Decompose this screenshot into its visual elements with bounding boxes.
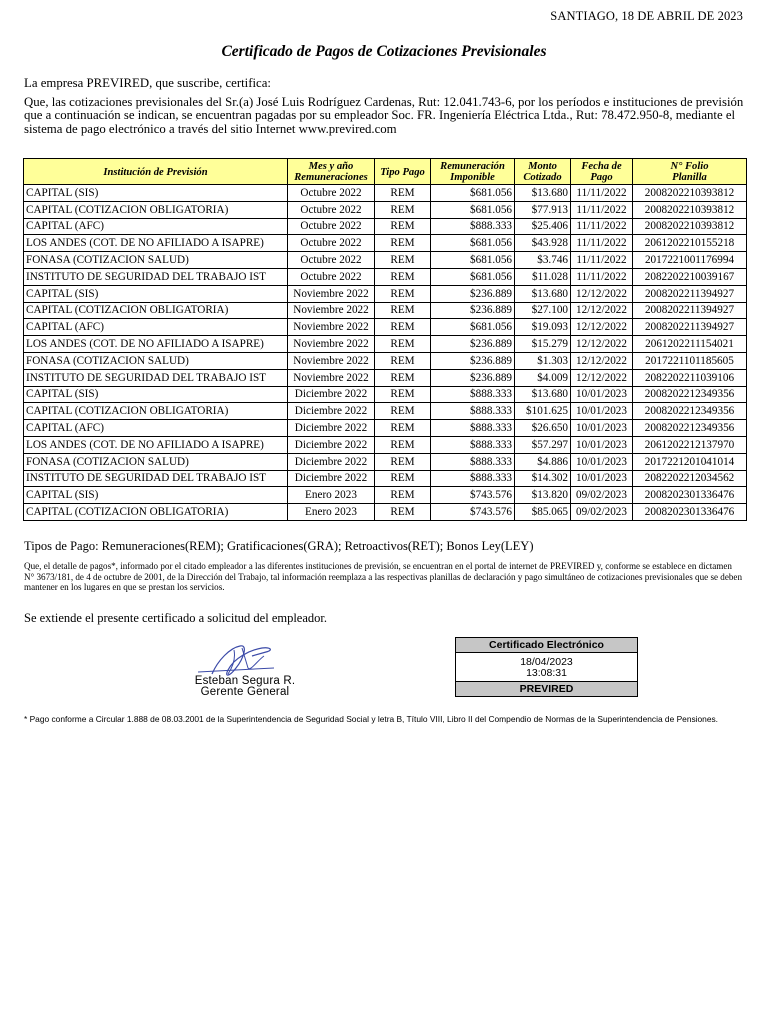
cell-fecha: 09/02/2023 <box>571 487 633 504</box>
cell-institucion: CAPITAL (AFC) <box>24 420 288 437</box>
cell-monto: $4.009 <box>515 369 571 386</box>
cell-mes: Octubre 2022 <box>288 252 375 269</box>
cell-folio: 2008202210393812 <box>633 201 747 218</box>
cell-monto: $19.093 <box>515 319 571 336</box>
cell-institucion: CAPITAL (SIS) <box>24 386 288 403</box>
cell-monto: $26.650 <box>515 420 571 437</box>
cell-institucion: CAPITAL (COTIZACION OBLIGATORIA) <box>24 302 288 319</box>
cell-mes: Noviembre 2022 <box>288 369 375 386</box>
header-remuneracion: Remuneración Imponible <box>431 159 515 185</box>
cell-fecha: 10/01/2023 <box>571 386 633 403</box>
cell-mes: Noviembre 2022 <box>288 336 375 353</box>
cell-monto: $101.625 <box>515 403 571 420</box>
cell-institucion: CAPITAL (AFC) <box>24 218 288 235</box>
cell-folio: 2008202211394927 <box>633 302 747 319</box>
cell-fecha: 11/11/2022 <box>571 252 633 269</box>
cell-monto: $13.680 <box>515 386 571 403</box>
document-date: SANTIAGO, 18 DE ABRIL DE 2023 <box>550 9 743 23</box>
cell-fecha: 12/12/2022 <box>571 369 633 386</box>
cell-tipo: REM <box>375 252 431 269</box>
cell-tipo: REM <box>375 201 431 218</box>
cell-mes: Octubre 2022 <box>288 201 375 218</box>
cell-fecha: 10/01/2023 <box>571 453 633 470</box>
header-folio: N° Folio Planilla <box>633 159 747 185</box>
certificate-time: 13:08:31 <box>526 667 567 679</box>
cell-remuneracion: $888.333 <box>431 436 515 453</box>
cell-fecha: 11/11/2022 <box>571 235 633 252</box>
cell-institucion: INSTITUTO DE SEGURIDAD DEL TRABAJO IST <box>24 268 288 285</box>
document-title: Certificado de Pagos de Cotizaciones Previsionales <box>221 43 547 60</box>
cell-monto: $77.913 <box>515 201 571 218</box>
table-row <box>24 403 747 420</box>
cell-institucion: CAPITAL (COTIZACION OBLIGATORIA) <box>24 403 288 420</box>
cell-folio: 2061202212137970 <box>633 436 747 453</box>
cell-monto: $14.302 <box>515 470 571 487</box>
certificate-date: 18/04/2023 <box>520 656 573 668</box>
cell-remuneracion: $236.889 <box>431 336 515 353</box>
cell-tipo: REM <box>375 319 431 336</box>
cell-institucion: LOS ANDES (COT. DE NO AFILIADO A ISAPRE) <box>24 235 288 252</box>
table-row <box>24 302 747 319</box>
cell-folio: 2008202211394927 <box>633 285 747 302</box>
cell-folio: 2017221201041014 <box>633 453 747 470</box>
header-monto: Monto Cotizado <box>515 159 571 185</box>
table-row <box>24 487 747 504</box>
cell-folio: 2082202212034562 <box>633 470 747 487</box>
cell-institucion: CAPITAL (SIS) <box>24 185 288 202</box>
cell-mes: Diciembre 2022 <box>288 420 375 437</box>
table-row <box>24 386 747 403</box>
table-row <box>24 252 747 269</box>
table-row <box>24 336 747 353</box>
cell-institucion: INSTITUTO DE SEGURIDAD DEL TRABAJO IST <box>24 470 288 487</box>
cell-tipo: REM <box>375 352 431 369</box>
cell-fecha: 11/11/2022 <box>571 201 633 218</box>
cell-remuneracion: $888.333 <box>431 218 515 235</box>
cell-remuneracion: $681.056 <box>431 201 515 218</box>
cell-folio: 2082202210039167 <box>633 268 747 285</box>
cell-monto: $11.028 <box>515 268 571 285</box>
tipos-pago: Tipos de Pago: Remuneraciones(REM); Gratificaciones(GRA); Retroactivos(RET); Bonos Ley(LEY) <box>24 539 534 553</box>
table-row <box>24 369 747 386</box>
cell-remuneracion: $888.333 <box>431 453 515 470</box>
cell-remuneracion: $681.056 <box>431 319 515 336</box>
table-row <box>24 436 747 453</box>
cell-monto: $4.886 <box>515 453 571 470</box>
cell-monto: $43.928 <box>515 235 571 252</box>
cell-remuneracion: $888.333 <box>431 386 515 403</box>
cell-folio: 2008202211394927 <box>633 319 747 336</box>
cell-folio: 2008202212349356 <box>633 386 747 403</box>
cell-mes: Enero 2023 <box>288 487 375 504</box>
cell-institucion: FONASA (COTIZACION SALUD) <box>24 352 288 369</box>
cell-remuneracion: $236.889 <box>431 302 515 319</box>
cell-mes: Octubre 2022 <box>288 185 375 202</box>
table-row <box>24 319 747 336</box>
extend-text: Se extiende el presente certificado a solicitud del empleador. <box>24 611 328 625</box>
cell-remuneracion: $888.333 <box>431 403 515 420</box>
cell-fecha: 11/11/2022 <box>571 185 633 202</box>
cell-remuneracion: $743.576 <box>431 487 515 504</box>
payments-table <box>23 158 747 521</box>
table-row <box>24 185 747 202</box>
cell-institucion: CAPITAL (SIS) <box>24 285 288 302</box>
cell-remuneracion: $236.889 <box>431 352 515 369</box>
cell-tipo: REM <box>375 504 431 521</box>
cell-fecha: 09/02/2023 <box>571 504 633 521</box>
cell-mes: Diciembre 2022 <box>288 453 375 470</box>
cell-mes: Diciembre 2022 <box>288 386 375 403</box>
cell-fecha: 11/11/2022 <box>571 268 633 285</box>
intro-line-2: Que, las cotizaciones previsionales del Sr.(a) José Luis Rodríguez Cardenas, Rut: 12.041.743-6, por los períodos e instituciones de previsión que a continuación se indican, se encuentran pagadas por su empleador Soc. FR. Ingeniería Eléctrica Ltda., Rut: 78.472.950-8, mediante el sistema de pago electrónico a través del sitio Internet www.previred.com <box>24 95 744 136</box>
cell-folio: 2017221001176994 <box>633 252 747 269</box>
table-header-row <box>24 159 747 185</box>
cell-remuneracion: $888.333 <box>431 420 515 437</box>
table-row <box>24 420 747 437</box>
cell-fecha: 12/12/2022 <box>571 319 633 336</box>
header-tipo: Tipo Pago <box>375 159 431 185</box>
cell-mes: Enero 2023 <box>288 504 375 521</box>
cell-folio: 2008202210393812 <box>633 218 747 235</box>
table-row <box>24 470 747 487</box>
cell-tipo: REM <box>375 369 431 386</box>
cell-remuneracion: $681.056 <box>431 235 515 252</box>
cell-monto: $27.100 <box>515 302 571 319</box>
cell-monto: $13.820 <box>515 487 571 504</box>
legal-text: Que, el detalle de pagos*, informado por el citado empleador a las diferentes instituciones de previsión, se encuentran en el portal de internet de PREVIRED y, conforme se establece en dictamen N° 3673/181, de 4 de octubre de 2001, de la Dirección del Trabajo, tal información reemplaza a las respectivas planillas de declaración y pago simultáneo de cotizaciones previsionales que se deben mantener en los lugares en que se prestan los servicios. <box>24 561 743 592</box>
cell-tipo: REM <box>375 336 431 353</box>
table-row <box>24 218 747 235</box>
cell-remuneracion: $681.056 <box>431 252 515 269</box>
footnote: * Pago conforme a Circular 1.888 de 08.03.2001 de la Superintendencia de Seguridad Social y letra B, Título VIII, Libro II del Compendio de Normas de la Superintendencia de Pensiones. <box>24 714 719 724</box>
cell-monto: $13.680 <box>515 285 571 302</box>
cell-tipo: REM <box>375 453 431 470</box>
cell-mes: Noviembre 2022 <box>288 285 375 302</box>
cell-tipo: REM <box>375 302 431 319</box>
table-row <box>24 268 747 285</box>
intro-section <box>24 77 749 136</box>
cell-folio: 2061202210155218 <box>633 235 747 252</box>
cell-institucion: FONASA (COTIZACION SALUD) <box>24 252 288 269</box>
cell-folio: 2008202301336476 <box>633 487 747 504</box>
cell-tipo: REM <box>375 386 431 403</box>
cell-mes: Noviembre 2022 <box>288 319 375 336</box>
cell-remuneracion: $681.056 <box>431 268 515 285</box>
cell-tipo: REM <box>375 403 431 420</box>
cell-monto: $85.065 <box>515 504 571 521</box>
cell-tipo: REM <box>375 268 431 285</box>
cell-fecha: 10/01/2023 <box>571 470 633 487</box>
table-row <box>24 235 747 252</box>
cell-monto: $3.746 <box>515 252 571 269</box>
certificate-issuer: PREVIRED <box>456 682 637 696</box>
cell-monto: $13.680 <box>515 185 571 202</box>
electronic-certificate-box <box>455 637 638 697</box>
cell-folio: 2008202212349356 <box>633 420 747 437</box>
cell-tipo: REM <box>375 235 431 252</box>
cell-folio: 2061202211154021 <box>633 336 747 353</box>
cell-mes: Diciembre 2022 <box>288 436 375 453</box>
cell-mes: Octubre 2022 <box>288 218 375 235</box>
cell-mes: Noviembre 2022 <box>288 352 375 369</box>
table-row <box>24 201 747 218</box>
cell-remuneracion: $236.889 <box>431 285 515 302</box>
cell-institucion: LOS ANDES (COT. DE NO AFILIADO A ISAPRE) <box>24 336 288 353</box>
cell-monto: $15.279 <box>515 336 571 353</box>
cell-fecha: 10/01/2023 <box>571 436 633 453</box>
cell-tipo: REM <box>375 185 431 202</box>
signer-role: Gerente General <box>200 686 290 698</box>
cell-institucion: CAPITAL (AFC) <box>24 319 288 336</box>
cell-tipo: REM <box>375 420 431 437</box>
cell-folio: 2017221101185605 <box>633 352 747 369</box>
certificate-header: Certificado Electrónico <box>456 638 637 653</box>
cell-institucion: CAPITAL (SIS) <box>24 487 288 504</box>
table-row <box>24 504 747 521</box>
cell-remuneracion: $236.889 <box>431 369 515 386</box>
cell-tipo: REM <box>375 285 431 302</box>
cell-tipo: REM <box>375 487 431 504</box>
cell-fecha: 12/12/2022 <box>571 302 633 319</box>
cell-tipo: REM <box>375 218 431 235</box>
table-row <box>24 352 747 369</box>
header-fecha: Fecha de Pago <box>571 159 633 185</box>
certificate-body <box>456 653 637 682</box>
cell-fecha: 10/01/2023 <box>571 403 633 420</box>
cell-institucion: CAPITAL (COTIZACION OBLIGATORIA) <box>24 504 288 521</box>
cell-folio: 2008202212349356 <box>633 403 747 420</box>
cell-mes: Diciembre 2022 <box>288 470 375 487</box>
intro-line-1: La empresa PREVIRED, que suscribe, certifica: <box>24 76 271 90</box>
cell-tipo: REM <box>375 470 431 487</box>
cell-institucion: LOS ANDES (COT. DE NO AFILIADO A ISAPRE) <box>24 436 288 453</box>
cell-folio: 2082202211039106 <box>633 369 747 386</box>
cell-institucion: FONASA (COTIZACION SALUD) <box>24 453 288 470</box>
cell-tipo: REM <box>375 436 431 453</box>
cell-remuneracion: $743.576 <box>431 504 515 521</box>
cell-mes: Octubre 2022 <box>288 268 375 285</box>
header-mes: Mes y año Remuneraciones <box>288 159 375 185</box>
cell-mes: Noviembre 2022 <box>288 302 375 319</box>
cell-folio: 2008202301336476 <box>633 504 747 521</box>
cell-fecha: 12/12/2022 <box>571 336 633 353</box>
table-row <box>24 285 747 302</box>
cell-monto: $25.406 <box>515 218 571 235</box>
cell-fecha: 12/12/2022 <box>571 285 633 302</box>
cell-folio: 2008202210393812 <box>633 185 747 202</box>
cell-mes: Diciembre 2022 <box>288 403 375 420</box>
header-institucion: Institución de Previsión <box>24 159 288 185</box>
signature-block <box>160 676 330 698</box>
cell-fecha: 11/11/2022 <box>571 218 633 235</box>
table-row <box>24 453 747 470</box>
cell-mes: Octubre 2022 <box>288 235 375 252</box>
cell-fecha: 12/12/2022 <box>571 352 633 369</box>
cell-institucion: INSTITUTO DE SEGURIDAD DEL TRABAJO IST <box>24 369 288 386</box>
cell-institucion: CAPITAL (COTIZACION OBLIGATORIA) <box>24 201 288 218</box>
cell-monto: $1.303 <box>515 352 571 369</box>
cell-remuneracion: $888.333 <box>431 470 515 487</box>
cell-fecha: 10/01/2023 <box>571 420 633 437</box>
cell-remuneracion: $681.056 <box>431 185 515 202</box>
cell-monto: $57.297 <box>515 436 571 453</box>
signer-name: Esteban Segura R. <box>194 675 296 687</box>
